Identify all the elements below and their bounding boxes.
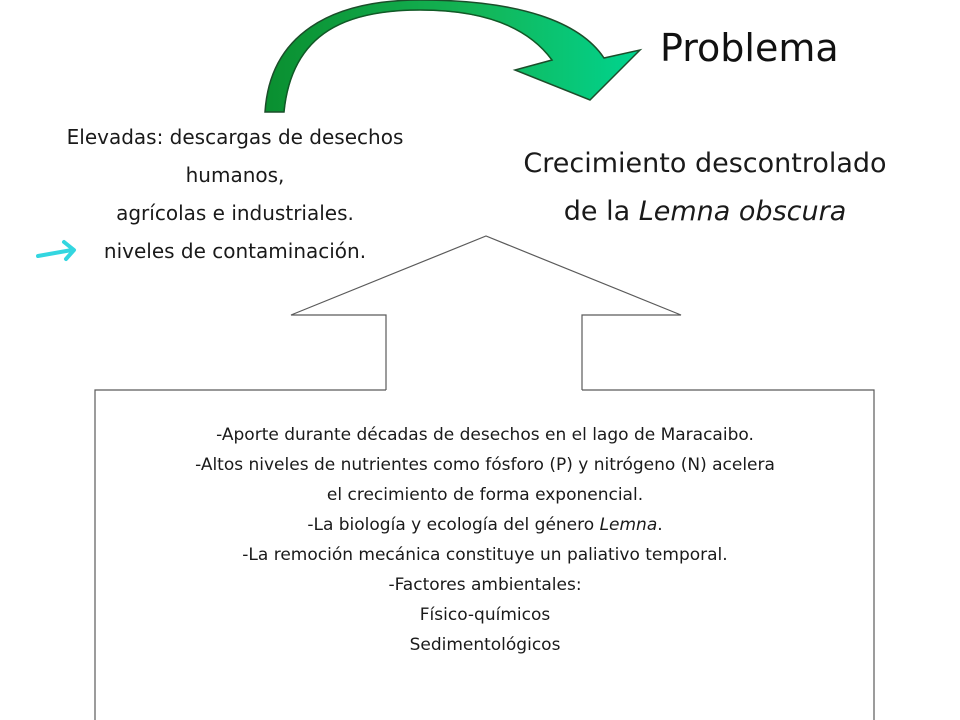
factor-item-prefix: -La biología y ecología del género xyxy=(307,515,600,535)
causes-line: humanos, xyxy=(185,163,285,187)
factors-box xyxy=(96,420,874,660)
causes-line: niveles de contaminación. xyxy=(103,239,367,263)
factor-item-suffix: . xyxy=(657,515,663,535)
curved-arrow-icon xyxy=(265,0,640,112)
factor-item: Sedimentológicos xyxy=(409,635,561,655)
factor-item xyxy=(96,510,874,540)
factor-item: -La remoción mecánica constituye un paliativo temporal. xyxy=(242,545,728,565)
factor-item: -Factores ambientales: xyxy=(388,575,582,595)
problem-line-1: Crecimiento descontrolado xyxy=(523,148,887,179)
page-title: Problema xyxy=(660,26,839,70)
species-name: Lemna obscura xyxy=(638,196,847,227)
problem-line-2 xyxy=(480,188,930,236)
causes-line: Elevadas: descargas de desechos xyxy=(66,125,404,149)
genus-name: Lemna xyxy=(599,515,658,535)
problem-line-2-prefix: de la xyxy=(563,196,639,227)
right-arrow-icon xyxy=(36,236,80,262)
factor-item: -Altos niveles de nutrientes como fósforo (P) y nitrógeno (N) acelera xyxy=(195,455,775,475)
factor-item: -Aporte durante décadas de desechos en el lago de Maracaibo. xyxy=(216,425,754,445)
factor-item: el crecimiento de forma exponencial. xyxy=(326,485,644,505)
problem-statement xyxy=(480,140,930,236)
causes-line: agrícolas e industriales. xyxy=(116,201,354,225)
factor-item: Físico-químicos xyxy=(419,605,551,625)
